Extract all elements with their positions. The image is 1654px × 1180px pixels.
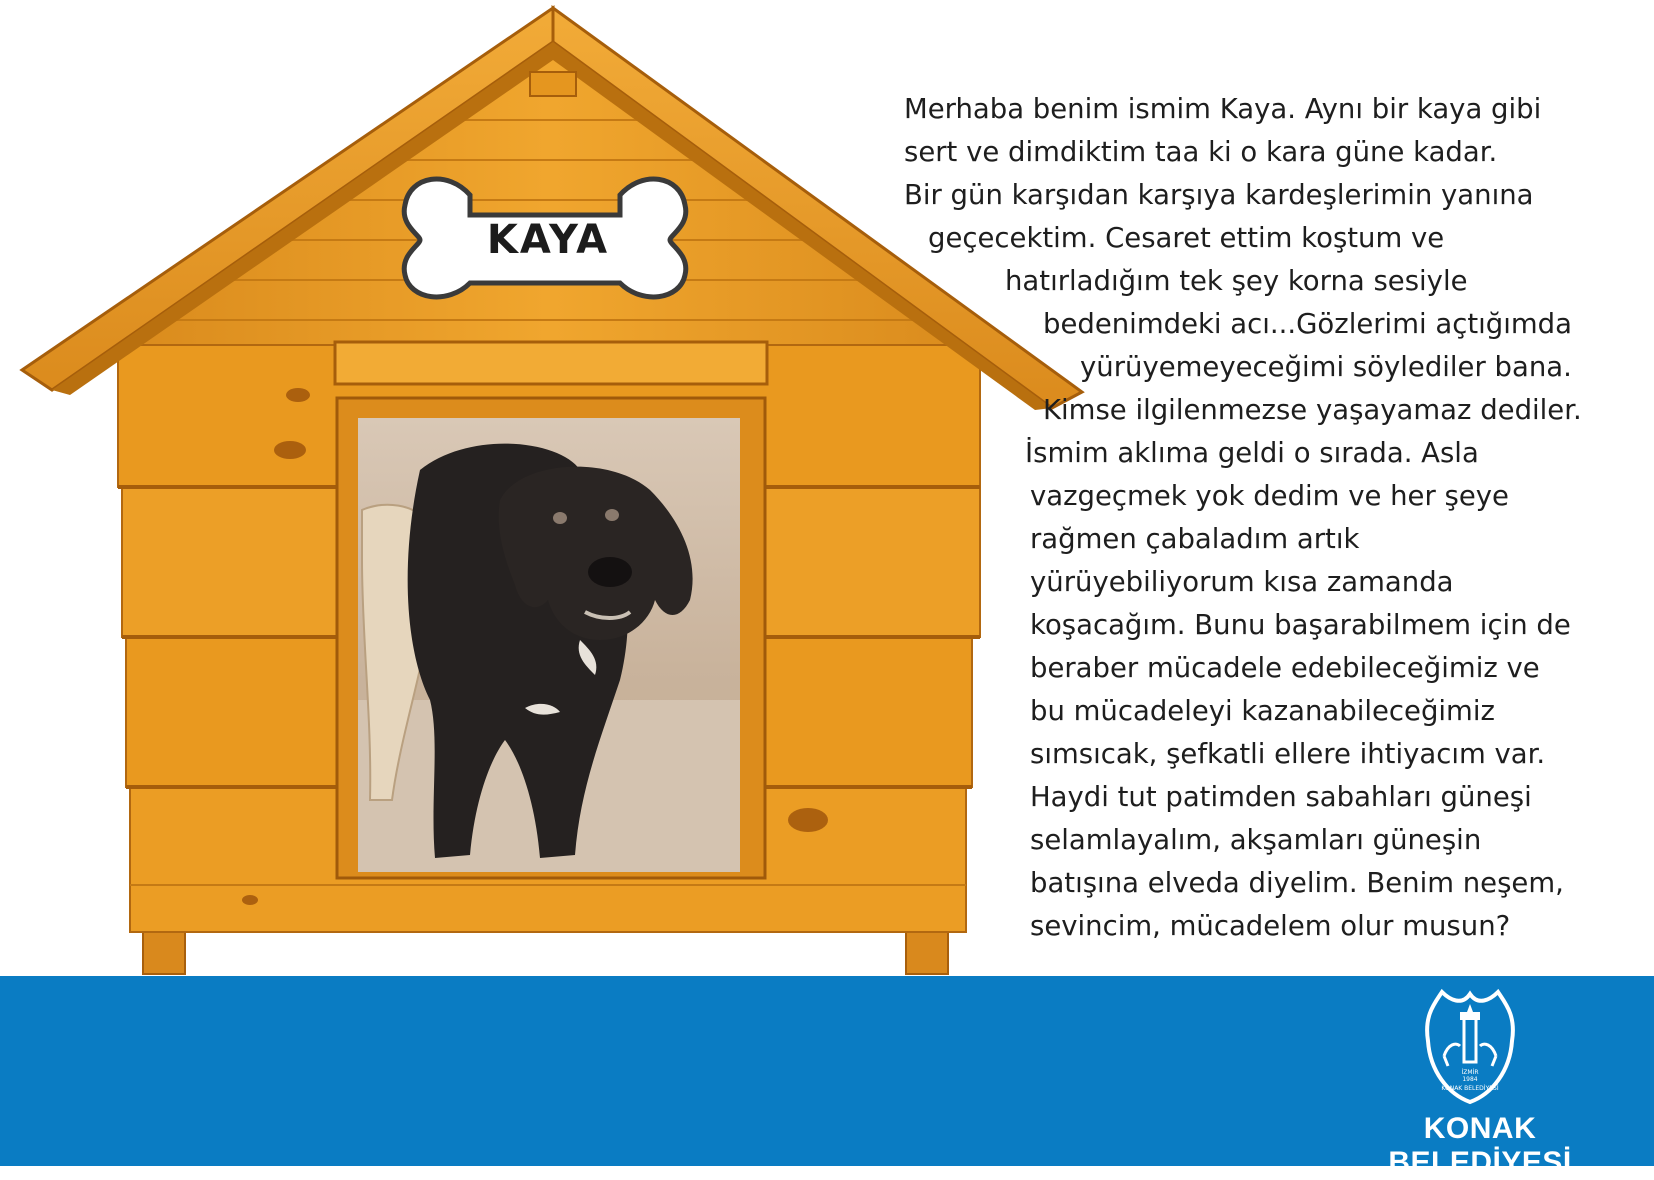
story-line: vazgeçmek yok dedim ve her şeye — [1030, 480, 1509, 512]
story-line: bu mücadeleyi kazanabileceğimiz — [1030, 695, 1495, 727]
story-line: yürüyemeyeceğimi söylediler bana. — [1080, 351, 1572, 383]
story-line: İsmim aklıma geldi o sırada. Asla — [1025, 437, 1479, 469]
seal-name: KONAK BELEDİYESİ — [1441, 1085, 1499, 1092]
story-line: batışına elveda diyelim. Benim neşem, — [1030, 867, 1564, 899]
seal-city: İZMİR — [1461, 1069, 1479, 1076]
konak-seal-icon — [1420, 986, 1520, 1108]
story-line: Kimse ilgilenmezse yaşayamaz dediler. — [1043, 394, 1582, 426]
story-line: hatırladığım tek şey korna sesiyle — [1005, 265, 1468, 297]
seal-year: 1984 — [1462, 1076, 1478, 1083]
story-line: sevincim, mücadelem olur musun? — [1030, 910, 1511, 942]
story-line: sımsıcak, şefkatli ellere ihtiyacım var. — [1030, 738, 1546, 770]
story-line: koşacağım. Bunu başarabilmem için de — [1030, 609, 1571, 641]
story-line: Merhaba benim ismim Kaya. Aynı bir kaya gibi — [904, 93, 1542, 125]
brand-name: KONAK BELEDİYESİ — [1388, 1112, 1572, 1179]
story-line: geçecektim. Cesaret ettim koştum ve — [928, 222, 1445, 254]
story-line: yürüyebiliyorum kısa zamanda — [1030, 566, 1454, 598]
story-line: rağmen çabaladım artık — [1030, 523, 1360, 555]
story-line: bedenimdeki acı...Gözlerimi açtığımda — [1043, 308, 1572, 340]
story-line: Haydi tut patimden sabahları güneşi — [1030, 781, 1532, 813]
story-line: sert ve dimdiktim taa ki o kara güne kadar. — [904, 136, 1498, 168]
story-line: Bir gün karşıdan karşıya kardeşlerimin yanına — [904, 179, 1534, 211]
story-line: selamlayalım, akşamları güneşin — [1030, 824, 1482, 856]
bone-sign-label: KAYA — [486, 217, 610, 263]
story-line: beraber mücadele edebileceğimiz ve — [1030, 652, 1540, 684]
